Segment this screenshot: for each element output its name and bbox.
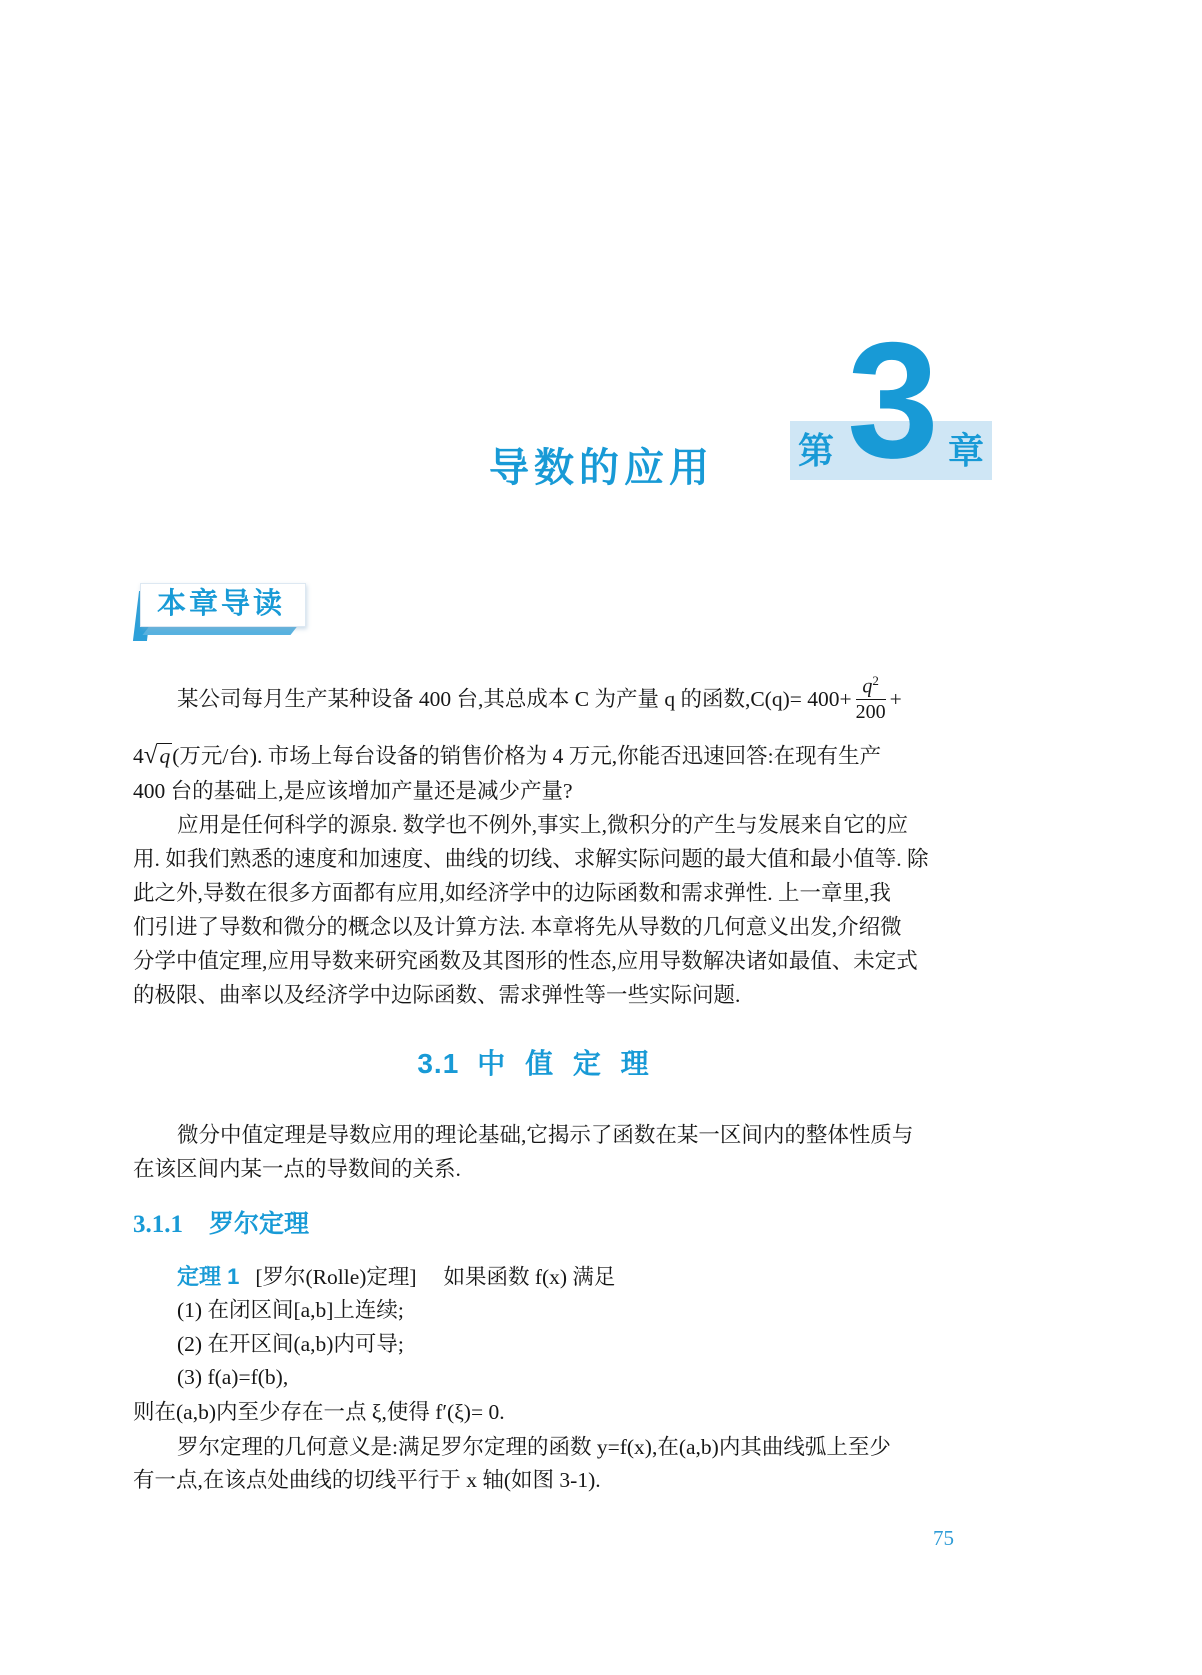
section-paragraph-line: 微分中值定理是导数应用的理论基础,它揭示了函数在某一区间内的整体性质与 bbox=[177, 1123, 914, 1147]
fraction-denominator: 200 bbox=[855, 701, 886, 724]
geometry-paragraph-line: 有一点,在该点处曲线的切线平行于 x 轴(如图 3-1). bbox=[133, 1468, 601, 1492]
section-heading bbox=[133, 1044, 939, 1084]
sqrt-radicand: q bbox=[159, 744, 171, 768]
chapter-prefix: 第 bbox=[798, 429, 835, 471]
intro-paragraph-line: 此之外,导数在很多方面都有应用,如经济学中的边际函数和需求弹性. 上一章里,我 bbox=[133, 881, 891, 905]
intro-paragraph-line: 分学中值定理,应用导数来研究函数及其图形的性态,应用导数解决诸如最值、未定式 bbox=[133, 949, 918, 973]
intro-paragraph-line: 400 台的基础上,是应该增加产量还是减少产量? bbox=[133, 779, 573, 803]
badge-label: 本章导读 bbox=[140, 583, 306, 627]
geometry-paragraph-line: 罗尔定理的几何意义是:满足罗尔定理的函数 y=f(x),在(a,b)内其曲线弧上至少 bbox=[177, 1435, 891, 1459]
subsection-heading bbox=[133, 1206, 309, 1242]
section-paragraph-line: 在该区间内某一点的导数间的关系. bbox=[133, 1157, 461, 1181]
theorem-condition: (2) 在开区间(a,b)内可导; bbox=[177, 1332, 404, 1356]
theorem-label: 定理 1 bbox=[177, 1264, 240, 1289]
intro-paragraph-line: 的极限、曲率以及经济学中边际函数、需求弹性等一些实际问题. bbox=[133, 983, 741, 1007]
theorem-head-text: [罗尔(Rolle)定理] 如果函数 f(x) 满足 bbox=[255, 1265, 616, 1289]
subsection-number: 3.1.1 bbox=[133, 1211, 183, 1238]
fraction bbox=[856, 674, 886, 725]
theorem-condition: (1) 在闭区间[a,b]上连续; bbox=[177, 1298, 404, 1322]
formula-text-tail: + bbox=[889, 687, 902, 711]
subsection-title: 罗尔定理 bbox=[209, 1210, 310, 1238]
intro-paragraph-line bbox=[133, 739, 939, 773]
chapter-number: 3 bbox=[847, 308, 939, 492]
intro-paragraph-line: 们引进了导数和微分的概念以及计算方法. 本章将先从导数的几何意义出发,介绍微 bbox=[133, 915, 902, 939]
page-number: 75 bbox=[933, 1526, 954, 1550]
intro-paragraph-line: 用. 如我们熟悉的速度和加速度、曲线的切线、求解实际问题的最大值和最小值等. 除 bbox=[133, 847, 929, 871]
sqrt-coefficient: 4 bbox=[133, 744, 144, 768]
fraction-numerator-exponent: 2 bbox=[872, 672, 879, 688]
section-number: 3.1 bbox=[417, 1048, 460, 1079]
intro-paragraph-line: 应用是任何科学的源泉. 数学也不例外,事实上,微积分的产生与发展来自它的应 bbox=[177, 813, 909, 837]
section-title: 中 值 定 理 bbox=[477, 1048, 655, 1079]
fraction-numerator bbox=[856, 674, 886, 701]
radical-sign: √ bbox=[143, 742, 158, 769]
sqrt-expression bbox=[133, 744, 172, 768]
page-body bbox=[133, 0, 939, 1675]
chapter-suffix: 章 bbox=[947, 429, 984, 471]
chapter-title: 导数的应用 bbox=[489, 446, 714, 490]
theorem-conclusion: 则在(a,b)内至少存在一点 ξ,使得 f′(ξ)= 0. bbox=[133, 1400, 505, 1424]
fraction-numerator-base: q bbox=[862, 675, 873, 698]
formula-text-pre: 某公司每月生产某种设备 400 台,其总成本 C 为产量 q 的函数,C(q)= 400+ bbox=[177, 687, 852, 711]
intro-paragraph-line bbox=[133, 660, 939, 738]
theorem-head-line bbox=[133, 1260, 939, 1294]
intro-text: (万元/台). 市场上每台设备的销售价格为 4 万元,你能否迅速回答:在现有生产 bbox=[172, 744, 882, 768]
theorem-condition: (3) f(a)=f(b), bbox=[177, 1365, 289, 1389]
